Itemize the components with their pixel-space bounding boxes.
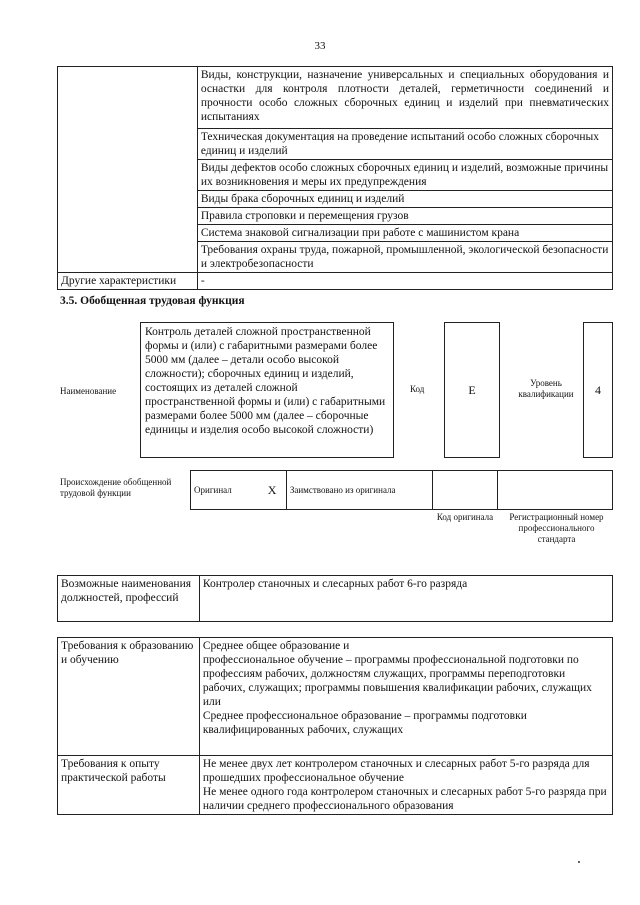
- code-box: [444, 322, 500, 458]
- original-mark: X: [258, 471, 286, 510]
- knowledge-item: Система знаковой сигнализации при работе с машинистом крана: [197, 225, 612, 242]
- experience-line: Не менее двух лет контролером станочных и слесарных работ 5-го разряда для прошедших профессиональное обучение: [202, 758, 590, 784]
- scan-speck: [578, 861, 580, 863]
- experience-line: Не менее одного года контролером станочных и слесарных работ 5-го разряда при наличии среднего профессионального образования: [202, 786, 607, 812]
- original-label: Оригинал: [191, 471, 259, 510]
- positions-label: Возможные наименования должностей, профессий: [58, 576, 200, 622]
- education-line: Среднее профессиональное образование – программы подготовки квалифицированных рабочих, служащих: [202, 710, 527, 736]
- knowledge-item: Виды брака сборочных единиц и изделий: [197, 191, 612, 208]
- knowledge-item: Виды, конструкции, назначение универсальных и специальных оборудования и оснастки для контроля плотности деталей, герметичности соединений и прочности особо сложных сборочных единиц и изделий при пневматических испытаниях: [197, 67, 612, 129]
- page-number: 33: [314, 40, 326, 52]
- education-line: или: [202, 696, 221, 708]
- positions-table: [57, 575, 613, 622]
- level-value: 4: [595, 383, 601, 397]
- knowledge-item: Виды дефектов особо сложных сборочных единиц и изделий, возможные причины их возникновения и меры их предупреждения: [197, 160, 612, 191]
- education-label: Требования к образованию и обучению: [58, 638, 200, 756]
- other-characteristics-value: -: [197, 273, 612, 290]
- registration-number-cell: [498, 471, 613, 510]
- requirements-table: [57, 637, 613, 815]
- registration-caption: Регистрационный номер профессионального стандарта: [509, 512, 604, 544]
- level-box: [583, 322, 613, 458]
- experience-cell: [199, 756, 612, 815]
- knowledge-item: Правила строповки и перемещения грузов: [197, 208, 612, 225]
- knowledge-item: Требования охраны труда, пожарной, промышленной, экологической безопасности и электробезопасности: [197, 242, 612, 273]
- experience-label: Требования к опыту практической работы: [58, 756, 200, 815]
- positions-value: Контролер станочных и слесарных работ 6-го разряда: [199, 576, 612, 622]
- code-label: Код: [410, 384, 425, 394]
- origin-label: Происхождение обобщенной трудовой функции: [60, 477, 172, 498]
- level-label: Уровень квалификации: [518, 378, 574, 399]
- left-empty-cell: [58, 67, 198, 273]
- education-line: Среднее общее образование и: [202, 640, 350, 652]
- other-characteristics-label: Другие характеристики: [58, 273, 198, 290]
- section-title: 3.5. Обобщенная трудовая функция: [60, 295, 245, 307]
- knowledge-table: [57, 66, 613, 290]
- education-cell: [199, 638, 612, 756]
- name-label: Наименование: [60, 386, 117, 396]
- original-code-cell: [432, 471, 498, 510]
- function-name-box: Контроль деталей сложной пространственной формы и (или) с габаритными размерами более 5000 мм (далее – детали особо высокой сложности); сборочных единиц и изделий, состоящих из деталей сложной пространственной формы и (или) с габаритными размерами более 5000 мм (далее – сборочные единицы и изделия особо высокой сложности): [140, 322, 394, 458]
- borrowed-label: Заимствовано из оригинала: [286, 471, 432, 510]
- education-line: профессиональное обучение – программы профессиональной подготовки по профессиям рабочих, должностям служащих, программы переподготовки рабочих, служащих; программы повышения квалификации рабочих, служащих: [202, 654, 592, 694]
- code-caption: Код оригинала: [436, 512, 494, 522]
- origin-table: [190, 470, 613, 510]
- knowledge-item: Техническая документация на проведение испытаний особо сложных сборочных единиц и изделий: [197, 129, 612, 160]
- code-value: E: [468, 383, 476, 397]
